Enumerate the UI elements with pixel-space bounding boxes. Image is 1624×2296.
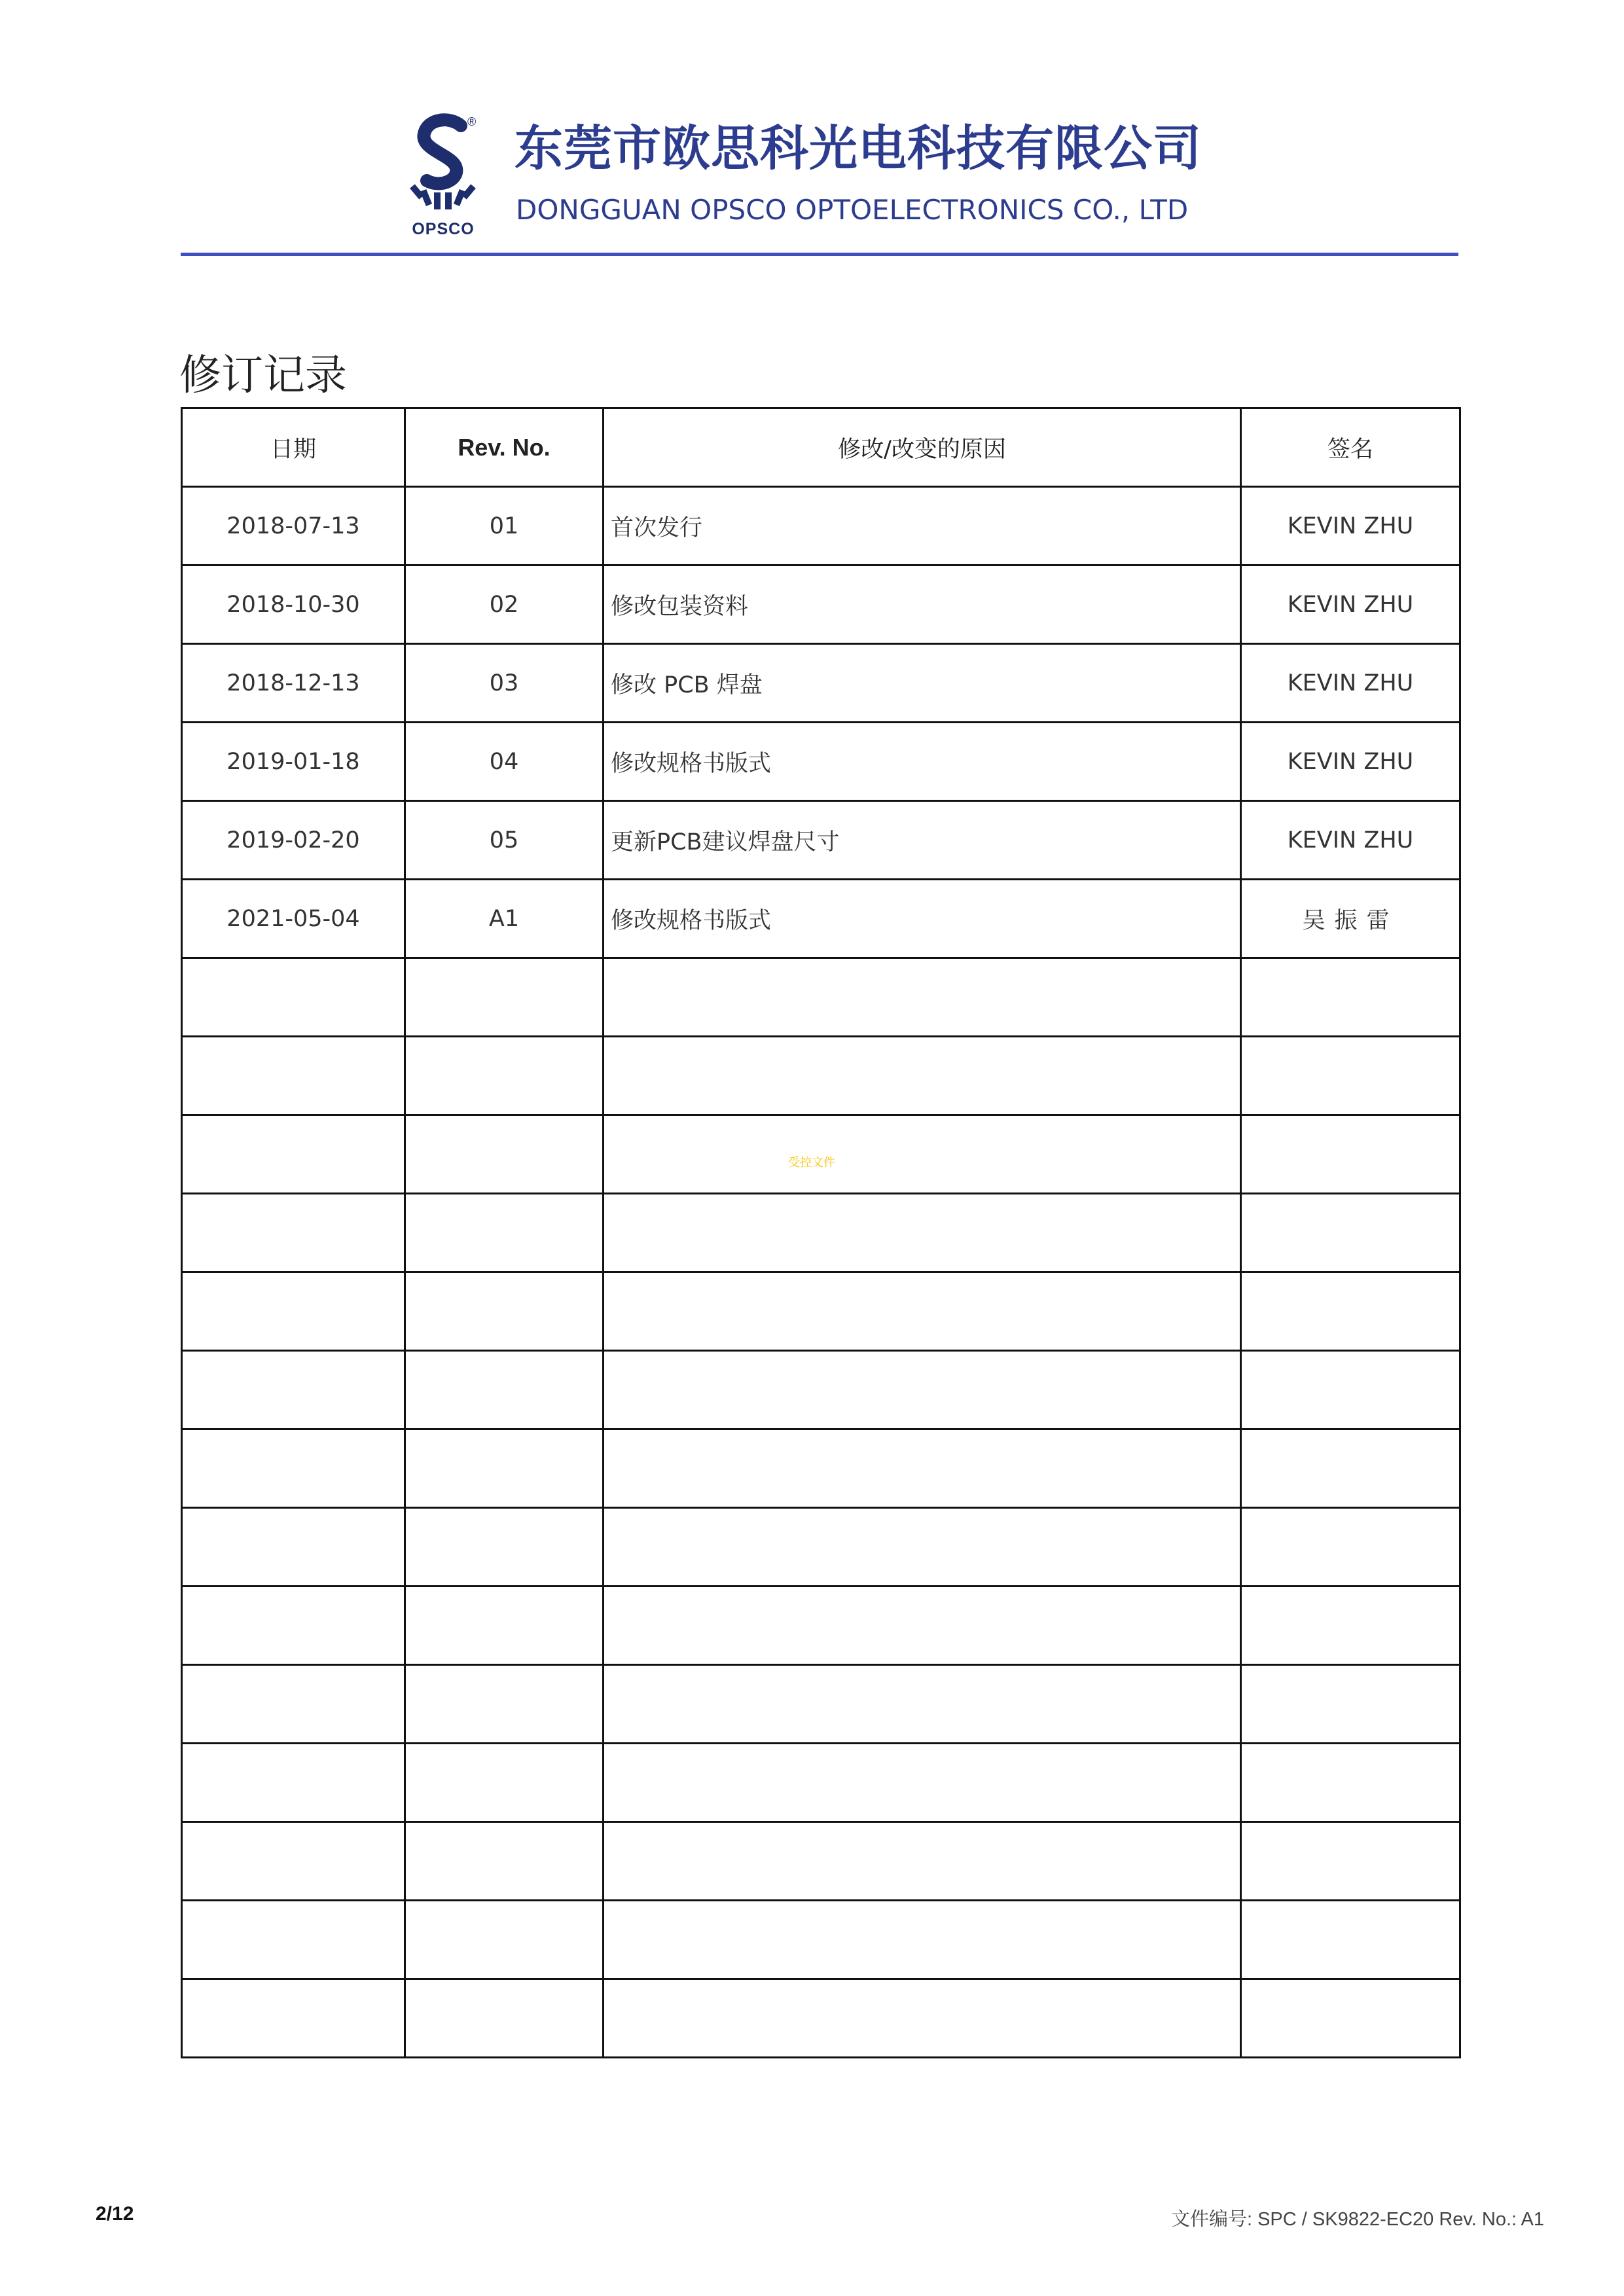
empty-cell bbox=[604, 1194, 1241, 1272]
table-row-empty bbox=[182, 958, 1460, 1037]
cell-rev: 03 bbox=[405, 644, 604, 723]
cell-date: 2018-07-13 bbox=[182, 487, 405, 565]
cell-date: 2018-10-30 bbox=[182, 565, 405, 644]
company-name-en: DONGGUAN OPSCO OPTOELECTRONICS CO., LTD bbox=[516, 194, 1189, 226]
cell-reason: 修改 PCB 焊盘 bbox=[604, 644, 1241, 723]
cell-reason: 首次发行 bbox=[604, 487, 1241, 565]
empty-cell bbox=[604, 1901, 1241, 1979]
empty-cell bbox=[405, 1587, 604, 1665]
cell-signature: KEVIN ZHU bbox=[1241, 801, 1460, 880]
empty-cell bbox=[405, 1037, 604, 1115]
empty-cell bbox=[405, 1744, 604, 1822]
empty-cell bbox=[182, 1744, 405, 1822]
empty-cell bbox=[405, 1351, 604, 1429]
empty-cell bbox=[182, 1429, 405, 1508]
empty-cell bbox=[405, 1901, 604, 1979]
empty-cell bbox=[604, 1037, 1241, 1115]
table-row-empty bbox=[182, 1822, 1460, 1901]
empty-cell bbox=[1241, 1901, 1460, 1979]
empty-cell bbox=[1241, 958, 1460, 1037]
table-row bbox=[182, 880, 1460, 958]
cell-rev: 04 bbox=[405, 723, 604, 801]
cell-signature: KEVIN ZHU bbox=[1241, 487, 1460, 565]
empty-cell bbox=[1241, 1115, 1460, 1194]
empty-cell bbox=[182, 1587, 405, 1665]
empty-cell bbox=[1241, 1822, 1460, 1901]
header-signature: 签名 bbox=[1241, 408, 1460, 487]
empty-cell bbox=[604, 1429, 1241, 1508]
empty-cell bbox=[182, 958, 405, 1037]
company-name-cn: 东莞市欧思科光电科技有限公司 bbox=[514, 120, 1202, 177]
table-row bbox=[182, 723, 1460, 801]
table-row bbox=[182, 644, 1460, 723]
cell-signature: KEVIN ZHU bbox=[1241, 565, 1460, 644]
logo-text: OPSCO bbox=[412, 220, 475, 238]
cell-signature: KEVIN ZHU bbox=[1241, 723, 1460, 801]
cell-reason: 修改包装资料 bbox=[604, 565, 1241, 644]
empty-cell bbox=[405, 1979, 604, 2058]
page-title: 修订记录 bbox=[179, 351, 347, 400]
empty-cell bbox=[1241, 1665, 1460, 1744]
empty-cell bbox=[182, 1508, 405, 1587]
empty-cell bbox=[405, 1665, 604, 1744]
header-divider bbox=[181, 253, 1458, 256]
empty-cell bbox=[604, 1272, 1241, 1351]
empty-cell bbox=[1241, 1429, 1460, 1508]
registered-mark: ® bbox=[467, 115, 477, 128]
table-row-empty bbox=[182, 1037, 1460, 1115]
empty-cell bbox=[1241, 1979, 1460, 2058]
cell-date: 2019-02-20 bbox=[182, 801, 405, 880]
empty-cell bbox=[1241, 1508, 1460, 1587]
empty-cell bbox=[604, 1115, 1241, 1194]
table-header-row bbox=[182, 408, 1460, 487]
empty-cell bbox=[1241, 1272, 1460, 1351]
empty-cell bbox=[604, 1822, 1241, 1901]
empty-cell bbox=[182, 1822, 405, 1901]
cell-rev: 01 bbox=[405, 487, 604, 565]
empty-cell bbox=[604, 1979, 1241, 2058]
cell-rev: 02 bbox=[405, 565, 604, 644]
empty-cell bbox=[1241, 1037, 1460, 1115]
empty-cell bbox=[405, 1194, 604, 1272]
controlled-document-stamp: 受控文件 bbox=[788, 1156, 835, 1170]
table-row-empty bbox=[182, 1587, 1460, 1665]
empty-cell bbox=[604, 1665, 1241, 1744]
table-row bbox=[182, 487, 1460, 565]
empty-cell bbox=[182, 1037, 405, 1115]
empty-cell bbox=[1241, 1744, 1460, 1822]
table-row-empty bbox=[182, 1979, 1460, 2058]
empty-cell bbox=[604, 1508, 1241, 1587]
page-number: 2/12 bbox=[96, 2203, 134, 2225]
empty-cell bbox=[604, 1351, 1241, 1429]
empty-cell bbox=[182, 1979, 405, 2058]
empty-cell bbox=[405, 1272, 604, 1351]
header-rev-no: Rev. No. bbox=[405, 408, 604, 487]
table-row bbox=[182, 565, 1460, 644]
table-row-empty bbox=[182, 1665, 1460, 1744]
table-row-empty bbox=[182, 1194, 1460, 1272]
empty-cell bbox=[182, 1272, 405, 1351]
header-reason: 修改/改变的原因 bbox=[604, 408, 1241, 487]
empty-cell bbox=[182, 1901, 405, 1979]
header-date: 日期 bbox=[182, 408, 405, 487]
cell-signature: KEVIN ZHU bbox=[1241, 644, 1460, 723]
empty-cell bbox=[182, 1115, 405, 1194]
cell-reason: 更新PCB建议焊盘尺寸 bbox=[604, 801, 1241, 880]
empty-cell bbox=[405, 958, 604, 1037]
table-row-empty bbox=[182, 1272, 1460, 1351]
empty-cell bbox=[182, 1351, 405, 1429]
empty-cell bbox=[182, 1665, 405, 1744]
cell-signature: 吴振雷 bbox=[1241, 880, 1460, 958]
cell-date: 2018-12-13 bbox=[182, 644, 405, 723]
empty-cell bbox=[1241, 1194, 1460, 1272]
table-row-empty bbox=[182, 1901, 1460, 1979]
empty-cell bbox=[405, 1115, 604, 1194]
cell-rev: A1 bbox=[405, 880, 604, 958]
empty-cell bbox=[182, 1194, 405, 1272]
empty-cell bbox=[405, 1822, 604, 1901]
revision-table bbox=[181, 407, 1461, 2058]
cell-reason: 修改规格书版式 bbox=[604, 880, 1241, 958]
empty-cell bbox=[405, 1508, 604, 1587]
empty-cell bbox=[405, 1429, 604, 1508]
empty-cell bbox=[604, 1587, 1241, 1665]
table-row bbox=[182, 801, 1460, 880]
cell-date: 2019-01-18 bbox=[182, 723, 405, 801]
table-row-empty bbox=[182, 1429, 1460, 1508]
table-row-empty bbox=[182, 1508, 1460, 1587]
cell-rev: 05 bbox=[405, 801, 604, 880]
table-row-empty bbox=[182, 1351, 1460, 1429]
empty-cell bbox=[1241, 1587, 1460, 1665]
cell-date: 2021-05-04 bbox=[182, 880, 405, 958]
cell-reason: 修改规格书版式 bbox=[604, 723, 1241, 801]
empty-cell bbox=[604, 958, 1241, 1037]
document-number: 文件编号: SPC / SK9822-EC20 Rev. No.: A1 bbox=[1170, 2209, 1544, 2230]
empty-cell bbox=[604, 1744, 1241, 1822]
empty-cell bbox=[1241, 1351, 1460, 1429]
table-row-empty bbox=[182, 1744, 1460, 1822]
